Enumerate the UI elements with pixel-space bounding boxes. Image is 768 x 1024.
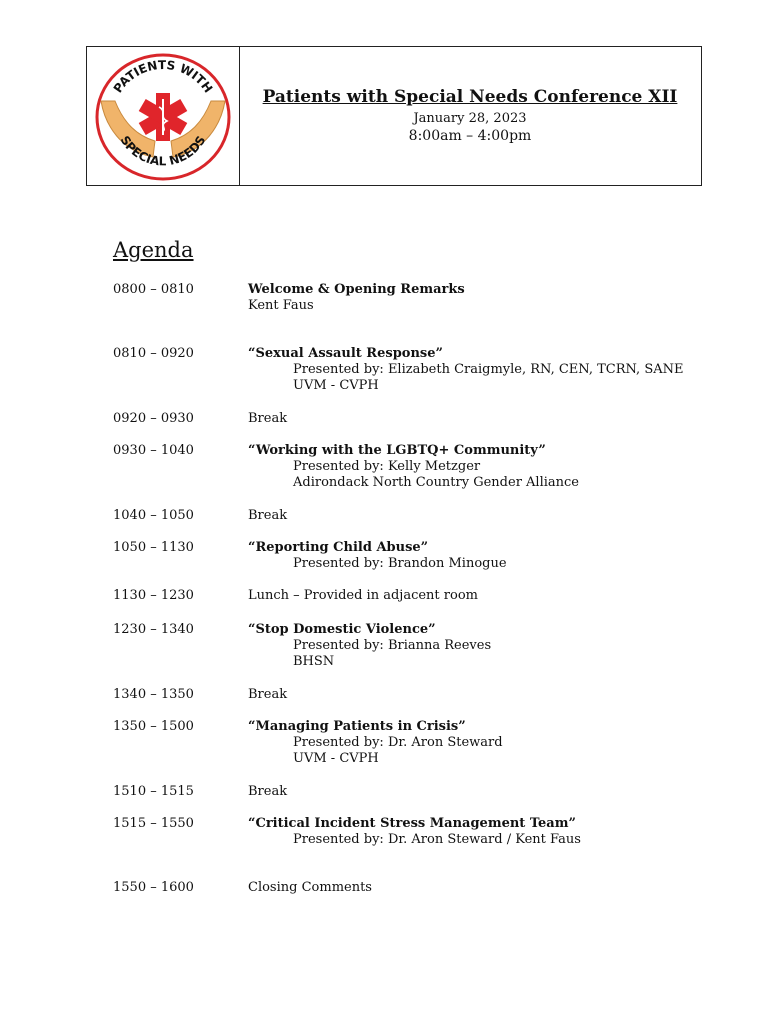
session-detail: Presented by: Elizabeth Craigmyle, RN, CEN, TCRN, SANE — [293, 362, 684, 377]
agenda-content — [248, 719, 718, 767]
agenda-content — [248, 880, 718, 896]
agenda-content — [248, 411, 718, 427]
session-detail: Kent Faus — [248, 298, 314, 313]
session-title: “Stop Domestic Violence” — [248, 622, 436, 637]
session-detail: Presented by: Brandon Minogue — [293, 556, 507, 571]
session-detail: Presented by: Brianna Reeves — [293, 638, 492, 653]
session-detail: Presented by: Dr. Aron Steward / Kent Faus — [293, 832, 581, 847]
agenda-time: 0930 – 1040 — [113, 443, 194, 458]
agenda-text: Break — [248, 411, 288, 426]
title-cell — [239, 47, 701, 185]
session-title: “Sexual Assault Response” — [248, 346, 443, 361]
agenda-content — [248, 282, 718, 314]
agenda-content — [248, 687, 718, 703]
agenda-text: Break — [248, 784, 288, 799]
agenda-time: 1350 – 1500 — [113, 719, 194, 734]
agenda-time: 1130 – 1230 — [113, 588, 194, 603]
session-detail: Presented by: Dr. Aron Steward — [293, 735, 503, 750]
agenda-content — [248, 588, 718, 604]
agenda-time: 0800 – 0810 — [113, 282, 194, 297]
session-detail: Adirondack North Country Gender Alliance — [293, 475, 579, 490]
agenda-heading: Agenda — [113, 238, 194, 262]
logo-top-text: PATIENTS WITH — [110, 57, 216, 96]
agenda-time: 1050 – 1130 — [113, 540, 194, 555]
agenda-text: Lunch – Provided in adjacent room — [248, 588, 478, 603]
logo-bottom-text: SPECIAL NEEDS — [117, 133, 209, 169]
agenda-time: 1550 – 1600 — [113, 880, 194, 895]
agenda-content — [248, 508, 718, 524]
session-detail: UVM - CVPH — [293, 751, 379, 766]
session-detail: BHSN — [293, 654, 335, 669]
conference-date: January 28, 2023 — [413, 111, 527, 126]
agenda-time: 1340 – 1350 — [113, 687, 194, 702]
agenda-content — [248, 622, 718, 670]
agenda-content — [248, 816, 718, 848]
agenda-text: Closing Comments — [248, 880, 372, 895]
agenda-content — [248, 443, 718, 491]
session-title: “Reporting Child Abuse” — [248, 540, 429, 555]
agenda-time: 0920 – 0930 — [113, 411, 194, 426]
agenda-text: Break — [248, 508, 288, 523]
agenda-time: 1040 – 1050 — [113, 508, 194, 523]
session-title: “Working with the LGBTQ+ Community” — [248, 443, 546, 458]
patients-with-special-needs-logo — [91, 49, 235, 183]
agenda-content — [248, 346, 718, 394]
session-title: “Critical Incident Stress Management Team” — [248, 816, 576, 831]
session-title: Welcome & Opening Remarks — [248, 282, 465, 297]
conference-title: Patients with Special Needs Conference XII — [262, 87, 678, 107]
conference-time: 8:00am – 4:00pm — [408, 128, 532, 144]
conference-header — [86, 46, 702, 186]
agenda-content — [248, 540, 718, 572]
agenda-time: 1515 – 1550 — [113, 816, 194, 831]
agenda-time: 1230 – 1340 — [113, 622, 194, 637]
agenda-time: 0810 – 0920 — [113, 346, 194, 361]
session-detail: Presented by: Kelly Metzger — [293, 459, 481, 474]
session-detail: UVM - CVPH — [293, 378, 379, 393]
agenda-text: Break — [248, 687, 288, 702]
session-title: “Managing Patients in Crisis” — [248, 719, 466, 734]
logo-cell — [87, 47, 240, 185]
agenda-content — [248, 784, 718, 800]
agenda-time: 1510 – 1515 — [113, 784, 194, 799]
